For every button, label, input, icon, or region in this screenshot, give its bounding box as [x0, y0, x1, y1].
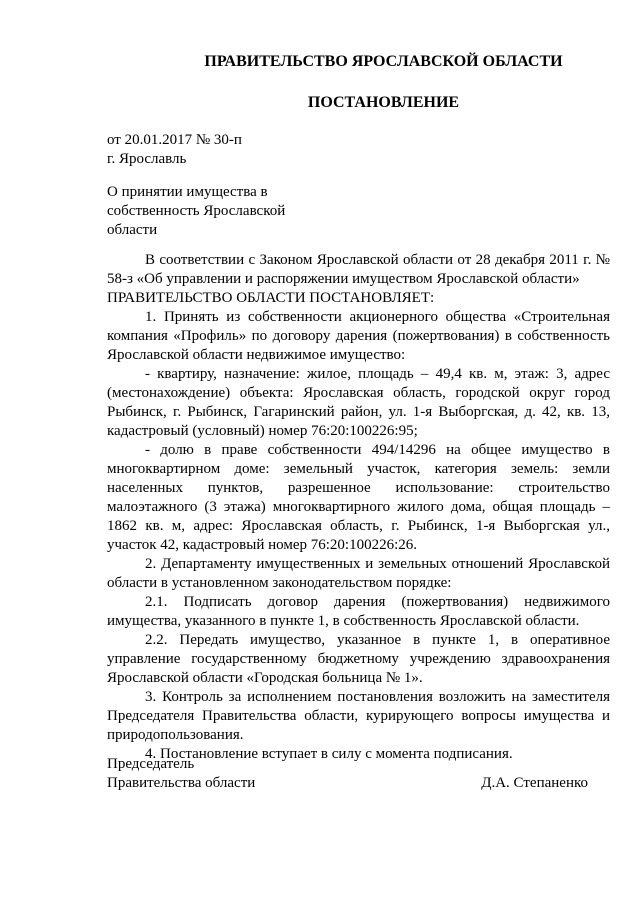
paragraph-3: 3. Контроль за исполнением постановления возложить на заместителя Председателя Правительства области, курирующего вопросы имущества и природопользования. [107, 689, 610, 743]
signature-block [107, 755, 588, 793]
paragraph-1: 1. Принять из собственности акционерного общества «Строительная компания «Профиль» по договору дарения (пожертвования) в собственность Ярославской области недвижимое имущество: [107, 309, 610, 363]
date-number: от 20.01.2017 № 30-п [107, 132, 242, 148]
decree-line: ПРАВИТЕЛЬСТВО ОБЛАСТИ ПОСТАНОВЛЯЕТ: [107, 290, 435, 306]
paragraph-1-apartment: - квартиру, назначение: жилое, площадь – 49,4 кв. м, этаж: 3, адрес (местонахождение) объекта: Ярославская область, городской округ город Рыбинск, г. Рыбинск, Гагаринский район, ул. 1-я Выборгская, д. 42, кв. 13, кадастровый (условный) номер 76:20:100226:95; [107, 366, 610, 439]
document-subject: О принятии имущества в собственность Ярославской области [107, 184, 286, 238]
paragraph-4: 4. Постановление вступает в силу с момента подписания. [145, 746, 513, 762]
paragraph-2-2: 2.2. Передать имущество, указанное в пункте 1, в оперативное управление государственному бюджетному учреждению здравоохранения Ярославской области «Городская больница № 1». [107, 632, 610, 686]
document-body [107, 251, 610, 764]
signatory-name: Д.А. Степаненко [481, 775, 588, 791]
signature-row [107, 774, 588, 793]
paragraph-2-1: 2.1. Подписать договор дарения (пожертвования) недвижимого имущества, указанного в пункте 1, в собственность Ярославской области. [107, 594, 610, 629]
signatory-title-line2: Правительства области [107, 775, 256, 791]
paragraph-2: 2. Департаменту имущественных и земельных отношений Ярославской области в установленном законодательством порядке: [107, 556, 610, 591]
paragraph-1-share: - долю в праве собственности 494/14296 на общее имущество в многоквартирном доме: земельный участок, категория земель: земли населенных пунктов, разрешенное использование: строительство малоэтажного (3 этажа) многоквартирного жилого дома, общая площадь – 1862 кв. м, адрес: Ярославская область, г. Рыбинск, 1-я Выборгская ул., участок 42, кадастровый номер 76:20:100226:26. [107, 442, 610, 553]
organization-heading: ПРАВИТЕЛЬСТВО ЯРОСЛАВСКОЙ ОБЛАСТИ [204, 53, 563, 70]
document-type-heading: ПОСТАНОВЛЕНИЕ [307, 94, 460, 111]
signatory-title-line1: Председатель [107, 756, 195, 772]
city: г. Ярославль [107, 151, 187, 167]
preamble: В соответствии с Законом Ярославской области от 28 декабря 2011 г. № 58-з «Об управлении и распоряжении имуществом Ярославской области» [107, 252, 610, 287]
document-meta [107, 131, 242, 169]
